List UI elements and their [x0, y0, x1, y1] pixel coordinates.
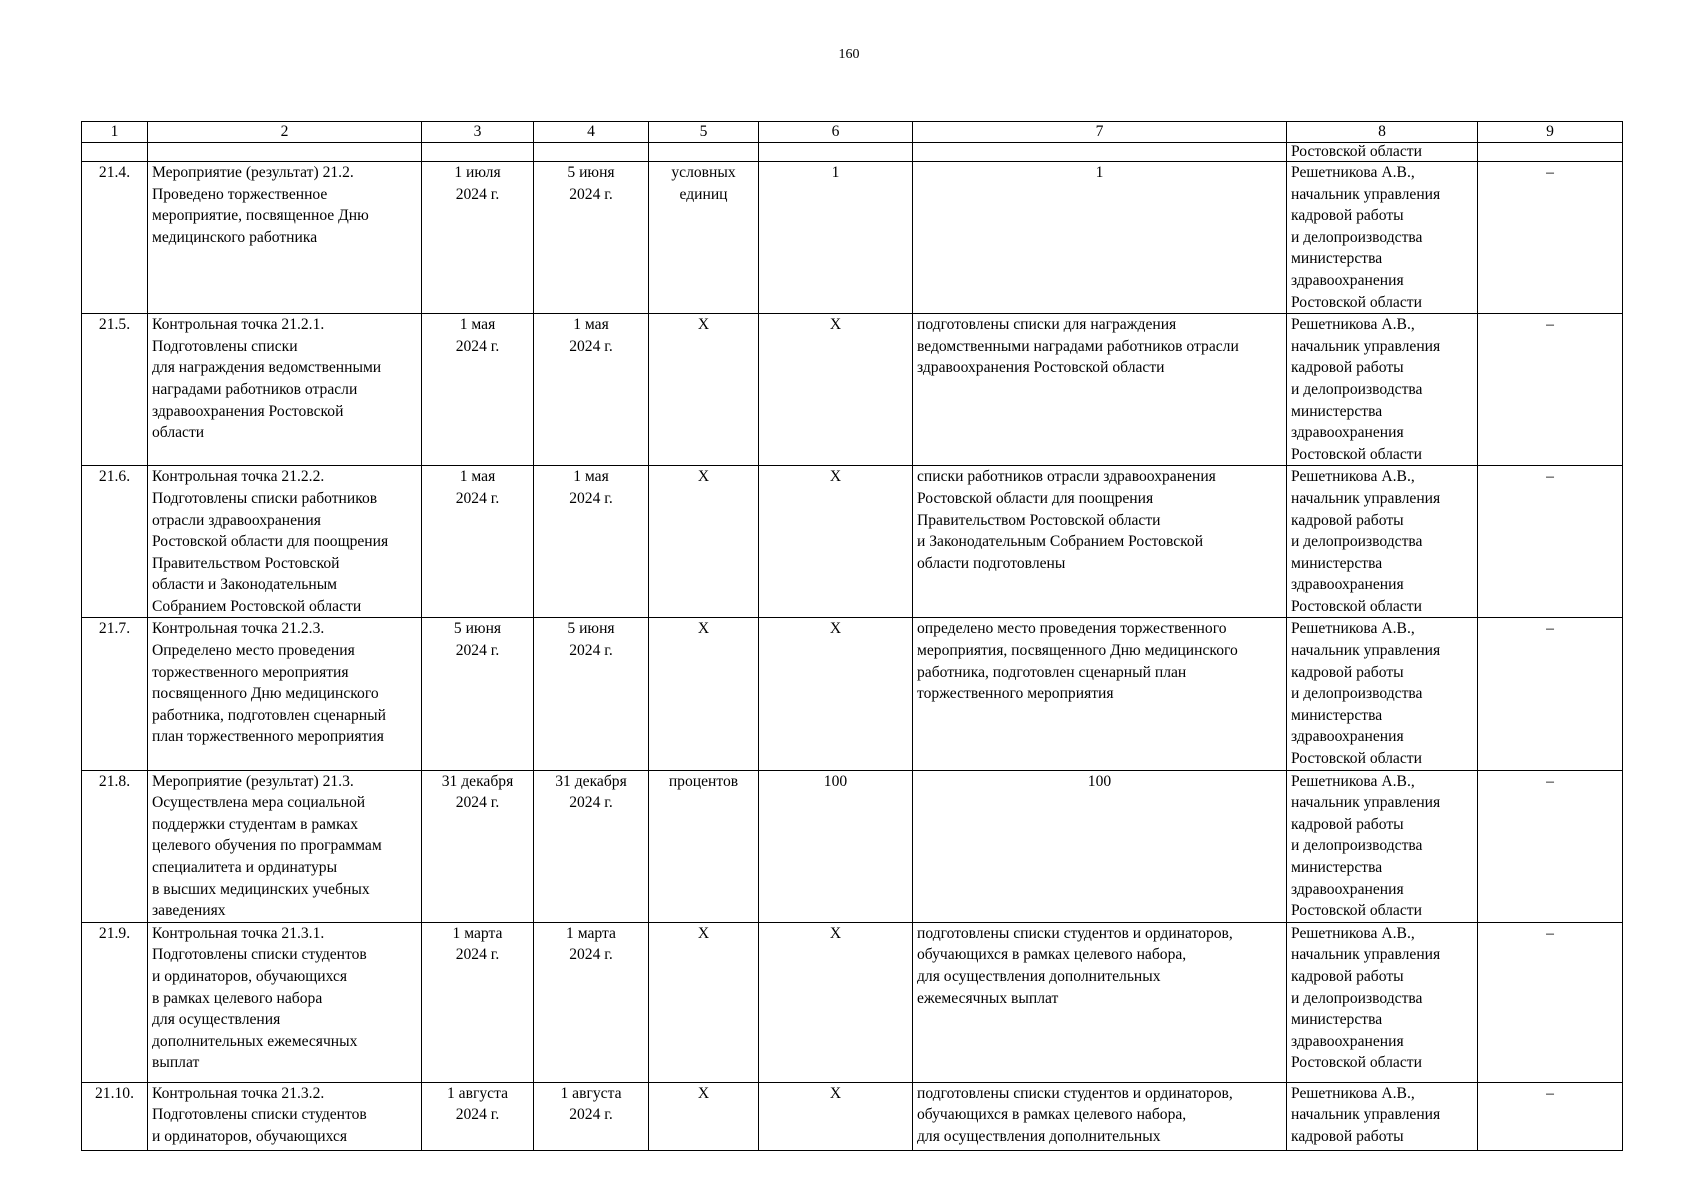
end-date: 1 августа 2024 г. [534, 1082, 649, 1150]
result-cell: 1 [913, 162, 1287, 314]
table-row [82, 314, 1623, 466]
note-cell: – [1478, 466, 1623, 618]
value-cell: X [759, 466, 913, 618]
table-row [82, 770, 1623, 922]
value-cell: X [759, 1082, 913, 1150]
row-number: 21.4. [82, 162, 148, 314]
row-number: 21.9. [82, 922, 148, 1082]
unit-cell: процентов [649, 770, 759, 922]
start-date: 1 марта 2024 г. [422, 922, 534, 1082]
note-cell: – [1478, 314, 1623, 466]
table-cell [148, 143, 422, 162]
header-cell: 5 [649, 122, 759, 143]
note-cell: – [1478, 162, 1623, 314]
table-row [82, 466, 1623, 618]
responsible-cell: Решетникова А.В., начальник управления кадровой работы [1287, 1082, 1478, 1150]
responsible-cell: Решетникова А.В., начальник управления кадровой работы и делопроизводства министерства здравоохранения Ростовской области [1287, 314, 1478, 466]
row-number: 21.5. [82, 314, 148, 466]
note-cell: – [1478, 1082, 1623, 1150]
result-cell: подготовлены списки студентов и ординаторов, обучающихся в рамках целевого набора, для осуществления дополнительных [913, 1082, 1287, 1150]
activity-name: Контрольная точка 21.2.2. Подготовлены списки работников отрасли здравоохранения Ростовской области для поощрения Правительством Ростовской области и Законодательным Собранием Ростовской области [148, 466, 422, 618]
table-header-row [82, 122, 1623, 143]
table-cell [422, 143, 534, 162]
table-cell [913, 143, 1287, 162]
end-date: 5 июня 2024 г. [534, 618, 649, 770]
value-cell: X [759, 618, 913, 770]
responsible-cell: Решетникова А.В., начальник управления кадровой работы и делопроизводства министерства здравоохранения Ростовской области [1287, 922, 1478, 1082]
unit-cell: X [649, 314, 759, 466]
page-number: 160 [838, 47, 860, 62]
header-cell: 6 [759, 122, 913, 143]
note-cell: – [1478, 770, 1623, 922]
header-cell: 3 [422, 122, 534, 143]
result-cell: списки работников отрасли здравоохранения Ростовской области для поощрения Правительством Ростовской области и Законодательным Собранием Ростовской области подготовлены [913, 466, 1287, 618]
responsible-cell: Решетникова А.В., начальник управления кадровой работы и делопроизводства министерства здравоохранения Ростовской области [1287, 770, 1478, 922]
end-date: 31 декабря 2024 г. [534, 770, 649, 922]
start-date: 1 августа 2024 г. [422, 1082, 534, 1150]
header-cell: 1 [82, 122, 148, 143]
row-number: 21.10. [82, 1082, 148, 1150]
activity-name: Контрольная точка 21.3.1. Подготовлены списки студентов и ординаторов, обучающихся в рамках целевого набора для осуществления дополнительных ежемесячных выплат [148, 922, 422, 1082]
result-cell: подготовлены списки студентов и ординаторов, обучающихся в рамках целевого набора, для осуществления дополнительных ежемесячных выплат [913, 922, 1287, 1082]
end-date: 1 мая 2024 г. [534, 466, 649, 618]
start-date: 5 июня 2024 г. [422, 618, 534, 770]
table-row [82, 922, 1623, 1082]
table-row [82, 162, 1623, 314]
responsible-cell: Ростовской области [1287, 143, 1478, 162]
row-number: 21.8. [82, 770, 148, 922]
header-cell: 8 [1287, 122, 1478, 143]
unit-cell: X [649, 922, 759, 1082]
table-row [82, 1082, 1623, 1150]
row-number: 21.7. [82, 618, 148, 770]
note-cell: – [1478, 618, 1623, 770]
value-cell: X [759, 314, 913, 466]
table-cell [759, 143, 913, 162]
start-date: 1 июля 2024 г. [422, 162, 534, 314]
value-cell: 100 [759, 770, 913, 922]
header-cell: 4 [534, 122, 649, 143]
end-date: 1 мая 2024 г. [534, 314, 649, 466]
activity-name: Контрольная точка 21.2.3. Определено место проведения торжественного мероприятия посвященного Дню медицинского работника, подготовлен сценарный план торжественного мероприятия [148, 618, 422, 770]
header-cell: 2 [148, 122, 422, 143]
start-date: 1 мая 2024 г. [422, 466, 534, 618]
value-cell: X [759, 922, 913, 1082]
unit-cell: условных единиц [649, 162, 759, 314]
end-date: 5 июня 2024 г. [534, 162, 649, 314]
result-cell: подготовлены списки для награждения ведомственными наградами работников отрасли здравоохранения Ростовской области [913, 314, 1287, 466]
start-date: 31 декабря 2024 г. [422, 770, 534, 922]
value-cell: 1 [759, 162, 913, 314]
row-number: 21.6. [82, 466, 148, 618]
header-cell: 7 [913, 122, 1287, 143]
table-cell [82, 143, 148, 162]
plan-table [81, 121, 1623, 1151]
start-date: 1 мая 2024 г. [422, 314, 534, 466]
responsible-cell: Решетникова А.В., начальник управления кадровой работы и делопроизводства министерства здравоохранения Ростовской области [1287, 162, 1478, 314]
note-cell: – [1478, 922, 1623, 1082]
activity-name: Мероприятие (результат) 21.2. Проведено торжественное мероприятие, посвященное Дню медицинского работника [148, 162, 422, 314]
header-cell: 9 [1478, 122, 1623, 143]
activity-name: Мероприятие (результат) 21.3. Осуществлена мера социальной поддержки студентам в рамках целевого обучения по программам специалитета и ординатуры в высших медицинских учебных заведениях [148, 770, 422, 922]
unit-cell: X [649, 1082, 759, 1150]
activity-name: Контрольная точка 21.3.2. Подготовлены списки студентов и ординаторов, обучающихся [148, 1082, 422, 1150]
result-cell: определено место проведения торжественного мероприятия, посвященного Дню медицинского работника, подготовлен сценарный план торжественного мероприятия [913, 618, 1287, 770]
continuation-row [82, 143, 1623, 162]
table-row [82, 618, 1623, 770]
table-cell [1478, 143, 1623, 162]
table-cell [534, 143, 649, 162]
unit-cell: X [649, 466, 759, 618]
responsible-cell: Решетникова А.В., начальник управления кадровой работы и делопроизводства министерства здравоохранения Ростовской области [1287, 466, 1478, 618]
responsible-cell: Решетникова А.В., начальник управления кадровой работы и делопроизводства министерства здравоохранения Ростовской области [1287, 618, 1478, 770]
end-date: 1 марта 2024 г. [534, 922, 649, 1082]
result-cell: 100 [913, 770, 1287, 922]
table-cell [649, 143, 759, 162]
unit-cell: X [649, 618, 759, 770]
activity-name: Контрольная точка 21.2.1. Подготовлены списки для награждения ведомственными наградами работников отрасли здравоохранения Ростовской области [148, 314, 422, 466]
